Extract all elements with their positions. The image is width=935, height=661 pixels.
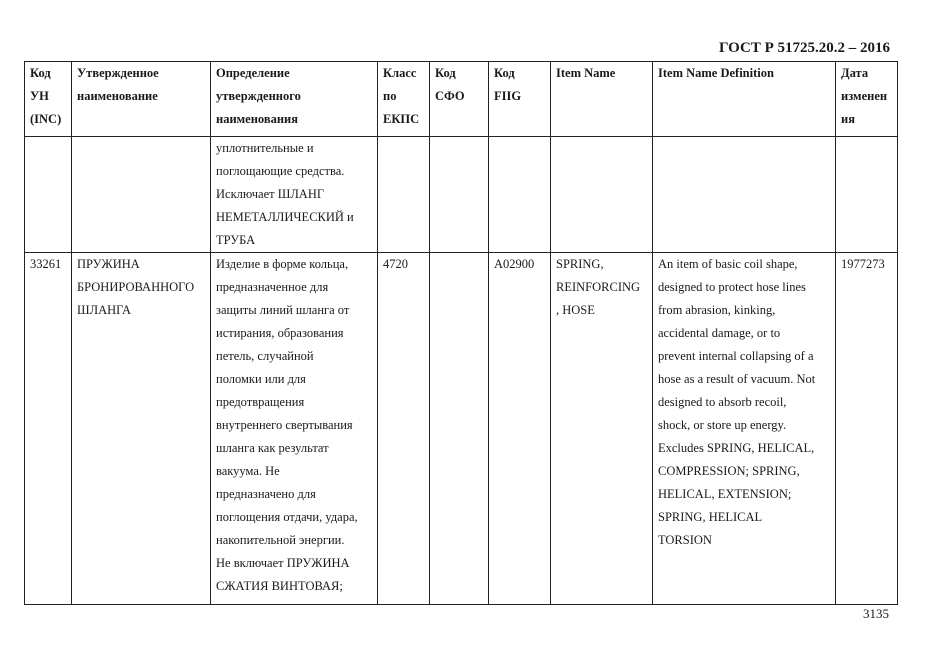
cell-text-line: COMPRESSION; SPRING, — [658, 464, 800, 478]
table-row — [25, 253, 898, 605]
page-number: 3135 — [863, 606, 889, 621]
cell-text-line: предназначенное для — [216, 280, 329, 294]
cell-text-line: Исключает ШЛАНГ — [216, 187, 325, 201]
cell-text-line: 33261 — [30, 257, 62, 271]
cell-inc — [25, 137, 72, 253]
cell-definition — [211, 137, 378, 253]
cell-text-line: 4720 — [383, 257, 408, 271]
header-text-line: по — [383, 89, 397, 103]
cell-text-line: Excludes SPRING, HELICAL, — [658, 441, 815, 455]
cell-text-line: предотвращения — [216, 395, 305, 409]
cell-approved-name — [72, 253, 211, 605]
document-title: ГОСТ Р 51725.20.2 – 2016 — [718, 40, 890, 56]
cell-text-line: hose as a result of vacuum. Not — [658, 372, 816, 386]
cell-text-line: 1977273 — [841, 257, 885, 271]
header-text-line: (INC) — [30, 112, 62, 126]
cell-text-line: истирания, образования — [216, 326, 344, 340]
cell-text-line: SPRING, — [556, 257, 604, 271]
cell-ekps-class — [378, 253, 430, 605]
cell-sfo-code — [430, 253, 489, 605]
cell-text-line: внутреннего свертывания — [216, 418, 353, 432]
header-text-line: Класс — [383, 66, 417, 80]
cell-text-line: An item of basic coil shape, — [658, 257, 798, 271]
header-text-line: утвержденного — [216, 89, 301, 103]
cell-inc — [25, 253, 72, 605]
cell-text-line: designed to absorb recoil, — [658, 395, 787, 409]
cell-text-line: SPRING, HELICAL — [658, 510, 763, 524]
cell-text-line: , HOSE — [556, 303, 595, 317]
header-text-line: Определение — [216, 66, 290, 80]
cell-text-line: TORSION — [658, 533, 712, 547]
column-header-change-date — [836, 62, 898, 137]
cell-item-name-definition — [653, 137, 836, 253]
header-text-line: ия — [841, 112, 855, 126]
cell-text-line: prevent internal collapsing of a — [658, 349, 814, 363]
header-text-line: УН — [30, 89, 49, 103]
cell-change-date — [836, 137, 898, 253]
cell-text-line: поглощения отдачи, удара, — [216, 510, 358, 524]
header-text-line: изменен — [841, 89, 888, 103]
header-text-line: наименование — [77, 89, 158, 103]
header-text-line: Код — [30, 66, 51, 80]
cell-change-date — [836, 253, 898, 605]
cell-fiig-code — [489, 137, 551, 253]
cell-text-line: поглощающие средства. — [216, 164, 345, 178]
cell-approved-name — [72, 137, 211, 253]
cell-text-line: вакуума. Не — [216, 464, 280, 478]
item-names-table — [24, 61, 898, 605]
cell-text-line: ШЛАНГА — [77, 303, 132, 317]
cell-text-line: защиты линий шланга от — [216, 303, 350, 317]
cell-item-name — [551, 137, 653, 253]
cell-text-line: shock, or store up energy. — [658, 418, 787, 432]
column-header-sfo-code — [430, 62, 489, 137]
column-header-ekps-class — [378, 62, 430, 137]
cell-text-line: СЖАТИЯ ВИНТОВАЯ; — [216, 579, 343, 593]
cell-text-line: accidental damage, or to — [658, 326, 781, 340]
cell-text-line: REINFORCING — [556, 280, 641, 294]
header-text-line: Код — [494, 66, 515, 80]
cell-text-line: уплотнительные и — [216, 141, 314, 155]
column-header-definition — [211, 62, 378, 137]
cell-text-line: накопительной энергии. — [216, 533, 345, 547]
cell-text-line: предназначено для — [216, 487, 316, 501]
cell-fiig-code — [489, 253, 551, 605]
header-text-line: Утвержденное — [77, 66, 159, 80]
column-header-approved-name — [72, 62, 211, 137]
column-header-item-name — [551, 62, 653, 137]
table-header-row — [25, 62, 898, 137]
column-header-inc — [25, 62, 72, 137]
cell-text-line: designed to protect hose lines — [658, 280, 806, 294]
cell-text-line: петель, случайной — [216, 349, 314, 363]
cell-text-line: Не включает ПРУЖИНА — [216, 556, 350, 570]
header-text-line: Дата — [841, 66, 869, 80]
cell-item-name-definition — [653, 253, 836, 605]
cell-text-line: ПРУЖИНА — [77, 257, 140, 271]
column-header-item-name-definition — [653, 62, 836, 137]
header-text-line: ЕКПС — [383, 112, 420, 126]
header-text-line: Item Name — [556, 66, 616, 80]
cell-text-line: НЕМЕТАЛЛИЧЕСКИЙ и — [216, 210, 354, 224]
cell-text-line: A02900 — [494, 257, 535, 271]
cell-text-line: БРОНИРОВАННОГО — [77, 280, 195, 294]
cell-ekps-class — [378, 137, 430, 253]
cell-item-name — [551, 253, 653, 605]
cell-text-line: ТРУБА — [216, 233, 256, 247]
cell-text-line: from abrasion, kinking, — [658, 303, 776, 317]
cell-sfo-code — [430, 137, 489, 253]
cell-definition — [211, 253, 378, 605]
header-text-line: СФО — [435, 89, 465, 103]
header-text-line: наименования — [216, 112, 299, 126]
column-header-fiig-code — [489, 62, 551, 137]
cell-text-line: шланга как результат — [216, 441, 329, 455]
header-text-line: Item Name Definition — [658, 66, 774, 80]
header-text-line: FIIG — [494, 89, 522, 103]
header-text-line: Код — [435, 66, 456, 80]
cell-text-line: поломки или для — [216, 372, 306, 386]
table-row — [25, 137, 898, 253]
cell-text-line: HELICAL, EXTENSION; — [658, 487, 792, 501]
cell-text-line: Изделие в форме кольца, — [216, 257, 349, 271]
